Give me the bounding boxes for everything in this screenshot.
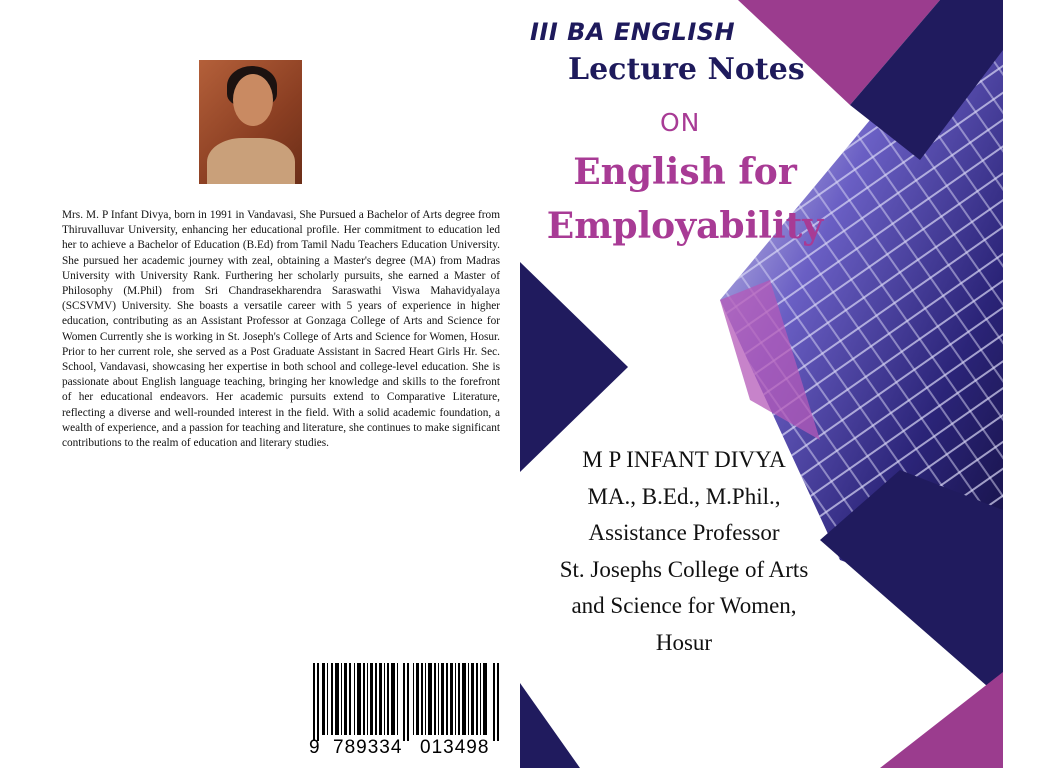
author-college-city: Hosur xyxy=(655,629,713,655)
author-name: M P INFANT DIVYA xyxy=(582,447,786,472)
author-college-line-1: St. Josephs College of Arts xyxy=(559,556,809,582)
cover-heading: Lecture Notes xyxy=(568,52,805,87)
page-margin xyxy=(1003,0,1043,768)
isbn-group-2: 013498 xyxy=(420,737,490,758)
author-designation: Assistance Professor xyxy=(588,520,780,545)
author-bio: Mrs. M. P Infant Divya, born in 1991 in Vandavasi, She Pursued a Bachelor of Arts degree from Thiruvalluvar University, enhancing her educational profile. Her commitment to education led her to achieve a Bachelor of Education (B.Ed) from Tamil Nadu Teachers Education University. She pursued her academic journey with zeal, obtaining a Master's degree (MA) from Madras University with University Rank. Furthering her scholarly pursuits, she earned a Master of Philosophy (M.Phil) from Sri Chandrasekharendra Saraswathi Viswa Mahavidyalaya (SCSVMV) University. She boasts a versatile career with 5 years of experience in higher education, contributing as an Assistant Professor at Gonzaga College of Arts and Science for Women Currently she is working in St. Joseph's College of Arts and Science for Women, Hosur. Prior to her current role, she served as a Post Graduate Assistant in Sacred Heart Girls Hr. Sec. School, Vandavasi, showcasing her expertise in both school and college-level education. She is passionate about English language teaching, bringing her knowledge and skills to the forefront of her educational endeavors. Her academic pursuits extend to Comparative Literature, reflecting a diverse and well-rounded interest in the field. With a solid academic foundation, a wealth of experience, and a passion for teaching and literature, she continues to make significant contributions to the realm of education and literary studies. xyxy=(62,209,500,450)
author-photo xyxy=(199,60,302,184)
subject-line-2: Employability xyxy=(546,205,824,247)
author-college-line-2: and Science for Women, xyxy=(571,593,797,618)
isbn-lead-digit: 9 xyxy=(309,737,320,758)
cover-on-label: ON xyxy=(660,108,701,137)
navy-left-triangle xyxy=(520,262,628,472)
book-subject xyxy=(540,145,830,253)
subject-line-1: English for xyxy=(573,151,797,193)
author-block xyxy=(520,442,848,661)
isbn-barcode xyxy=(309,663,508,768)
author-degrees: MA., B.Ed., M.Phil., xyxy=(587,483,781,509)
isbn-group-1: 789334 xyxy=(333,737,403,758)
front-cover xyxy=(520,0,1003,768)
barcode-bars-icon xyxy=(309,663,508,741)
course-title: III BA ENGLISH xyxy=(530,18,736,46)
navy-bottom-triangle xyxy=(520,683,580,768)
back-cover xyxy=(0,0,520,768)
magenta-bottom-shape xyxy=(880,672,1003,768)
